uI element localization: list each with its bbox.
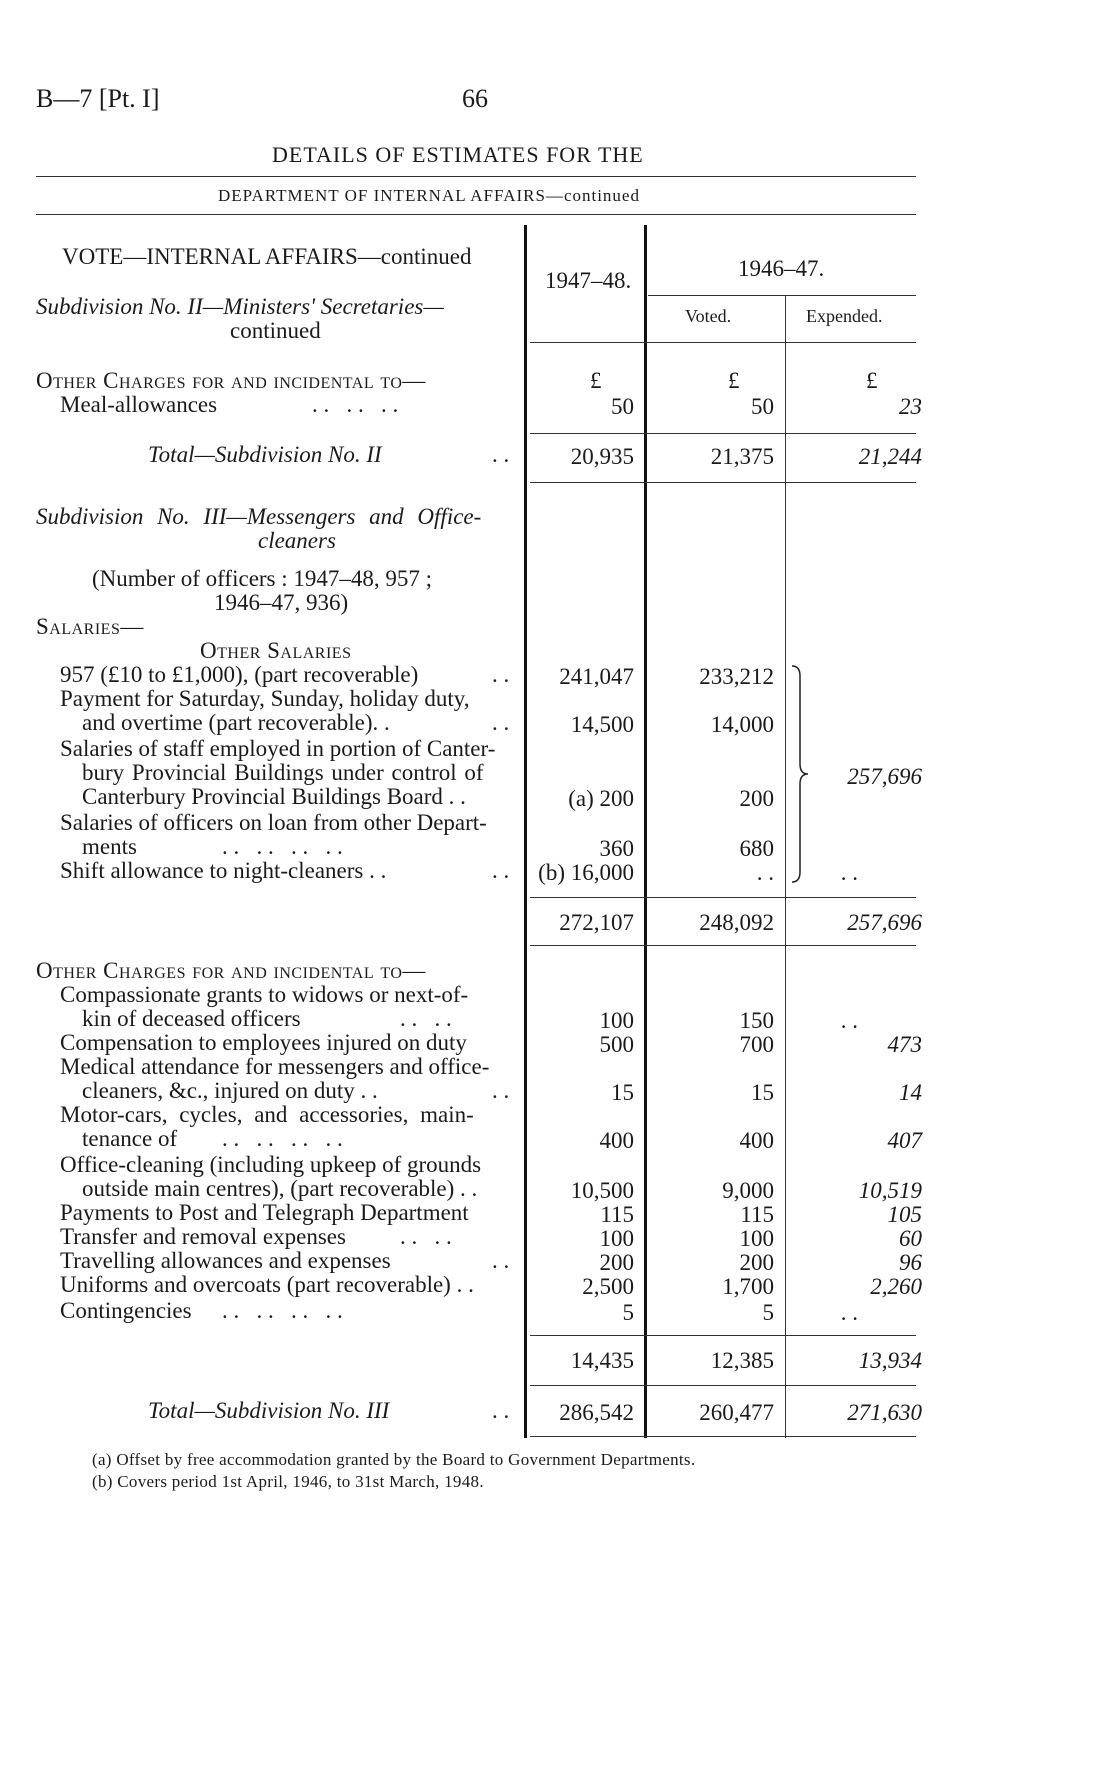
total-label: Total—Subdivision No. III [148,1398,390,1423]
value-1947-48: 50 [611,394,634,419]
currency-symbol: £ [728,368,740,393]
value-1947-48: 100 [599,1226,634,1251]
row-label: Salaries of officers on loan from other Depart- [60,810,487,835]
total-label: Total—Subdivision No. II [148,442,382,467]
value-voted: . . [756,860,774,885]
subdivision-ii-title: Subdivision No. II—Ministers' Secretaries— [36,294,444,319]
row-label-cont: cleaners, &c., injured on duty . . [82,1078,378,1103]
column-header-expended: Expended. [806,306,883,326]
salaries-heading: Salaries— [36,614,144,639]
value-1947-48: 500 [599,1032,634,1057]
value-voted: 115 [740,1202,774,1227]
subtotal-expended: 257,696 [847,910,922,935]
footnote-a: (a) Offset by free accommodation granted by the Board to Government Departments. [92,1450,696,1469]
value-expended: . . [840,1008,858,1033]
value-expended: . . [840,1300,858,1325]
page-number: 66 [462,84,488,113]
value-1947-48: 400 [599,1128,634,1153]
value-1947-48: 360 [599,836,634,861]
subtotal-voted: 12,385 [710,1348,774,1373]
subtotal-1947-48: 14,435 [570,1348,634,1373]
total-1947-48: 20,935 [570,444,634,469]
column-header-1947-48: 1947–48. [545,268,632,293]
row-leader: . . [492,1248,510,1273]
row-leader: . . [492,1078,510,1103]
row-label-cont: tenance of [82,1126,178,1151]
row-leader: . . [492,710,510,735]
other-salaries-heading: Other Salaries [200,638,352,663]
subdivision-iii-title-cont: cleaners [258,528,336,553]
subtotal-expended: 13,934 [858,1348,922,1373]
row-leader: . . [492,662,510,687]
value-voted: 50 [751,394,774,419]
row-leader: . . . . . . [312,392,399,417]
value-1947-48: 14,500 [570,712,634,737]
value-1947-48: 241,047 [559,664,634,689]
row-label: Travelling allowances and expenses [60,1248,391,1273]
row-label-cont: ments [82,834,137,859]
sub3-oc-heading: Other Charges for and incidental to— [36,958,426,983]
officers-count: (Number of officers : 1947–48, 957 ; [92,566,433,591]
row-label-cont: kin of deceased officers [82,1006,301,1031]
value-expended: 23 [899,394,922,419]
value-1947-48: (b) 16,000 [538,860,634,885]
value-expended: 473 [887,1032,922,1057]
row-leader: . . . . [400,1006,452,1031]
row-leader: . . . . [400,1224,452,1249]
row-label: Contingencies [60,1298,192,1323]
total-expended: 271,630 [847,1400,922,1425]
value-expended: 10,519 [858,1178,922,1203]
currency-symbol: £ [590,368,602,393]
row-label: Transfer and removal expenses [60,1224,346,1249]
page-ref: B—7 [Pt. I] [36,84,160,113]
value-voted: 5 [762,1300,774,1325]
row-leader: . . [492,1398,510,1423]
subdivision-ii-continued: continued [230,318,321,343]
row-label: Uniforms and overcoats (part recoverable) . . [60,1272,474,1297]
column-header-voted: Voted. [685,306,732,326]
row-label: Payment for Saturday, Sunday, holiday duty, [60,686,470,711]
currency-symbol: £ [866,368,878,393]
row-label: Shift allowance to night-cleaners . . [60,858,387,883]
row-leader: . . . . . . . . [222,1126,343,1151]
brace-icon [788,664,812,884]
value-voted: 200 [739,786,774,811]
value-voted: 150 [739,1008,774,1033]
value-expended: 105 [887,1202,922,1227]
subdivision-iii-title: Subdivision No. III—Messengers and Office- [36,504,482,529]
value-voted: 700 [739,1032,774,1057]
value-1947-48: 2,500 [582,1274,634,1299]
value-voted: 14,000 [710,712,774,737]
value-1947-48: (a) 200 [568,786,634,811]
row-label: Compensation to employees injured on duty [60,1030,467,1055]
subtotal-voted: 248,092 [699,910,774,935]
footnote-b: (b) Covers period 1st April, 1946, to 31st March, 1948. [92,1472,484,1491]
value-1947-48: 15 [611,1080,634,1105]
value-voted: 200 [739,1250,774,1275]
value-voted: 9,000 [722,1178,774,1203]
row-label: 957 (£10 to £1,000), (part recoverable) [60,662,419,687]
row-label: Payments to Post and Telegraph Department [60,1200,469,1225]
subtotal-1947-48: 272,107 [559,910,634,935]
value-voted: 100 [739,1226,774,1251]
row-label-cont: Canterbury Provincial Buildings Board . . [82,784,466,809]
row-label: Motor-cars, cycles, and accessories, main- [60,1102,474,1127]
sub2-oc-heading: Other Charges for and incidental to— [36,368,426,393]
value-1947-48: 115 [600,1202,634,1227]
column-header-1946-47: 1946–47. [738,256,825,281]
value-expended: 407 [887,1128,922,1153]
officers-count-cont: 1946–47, 936) [214,590,349,615]
value-1947-48: 10,500 [570,1178,634,1203]
value-voted: 1,700 [722,1274,774,1299]
row-label-cont: outside main centres), (part recoverable) . . [82,1176,478,1201]
row-leader: . . [492,858,510,883]
row-leader: . . . . . . . . [222,834,343,859]
page-title: DETAILS OF ESTIMATES FOR THE [272,142,644,167]
value-voted: 400 [739,1128,774,1153]
value-expended: 96 [899,1250,922,1275]
salaries-expended-bracket-value: 257,696 [847,764,922,789]
value-1947-48: 200 [599,1250,634,1275]
total-1947-48: 286,542 [559,1400,634,1425]
row-label: Meal-allowances [60,392,218,417]
value-expended: 2,260 [870,1274,922,1299]
value-expended: 14 [899,1080,922,1105]
row-label: Salaries of staff employed in portion of Canter- [60,736,496,761]
row-leader: . . [492,442,510,467]
row-label-cont: and overtime (part recoverable). . [82,710,390,735]
total-expended: 21,244 [858,444,922,469]
value-voted: 680 [739,836,774,861]
department-heading: DEPARTMENT OF INTERNAL AFFAIRS—continued [218,186,640,205]
row-label: Medical attendance for messengers and office- [60,1054,490,1079]
value-1947-48: 100 [599,1008,634,1033]
value-expended: . . [840,860,858,885]
value-voted: 233,212 [699,664,774,689]
row-leader: . . . . . . . . [222,1298,343,1323]
column-divider-2 [644,225,647,1438]
row-label-cont: bury Provincial Buildings under control of [82,760,484,785]
row-label: Compassionate grants to widows or next-of- [60,982,469,1007]
total-voted: 21,375 [710,444,774,469]
vote-title: VOTE—INTERNAL AFFAIRS—continued [62,244,472,269]
value-1947-48: 5 [622,1300,634,1325]
total-voted: 260,477 [699,1400,774,1425]
value-voted: 15 [751,1080,774,1105]
row-label: Office-cleaning (including upkeep of grounds [60,1152,482,1177]
value-expended: 60 [899,1226,922,1251]
